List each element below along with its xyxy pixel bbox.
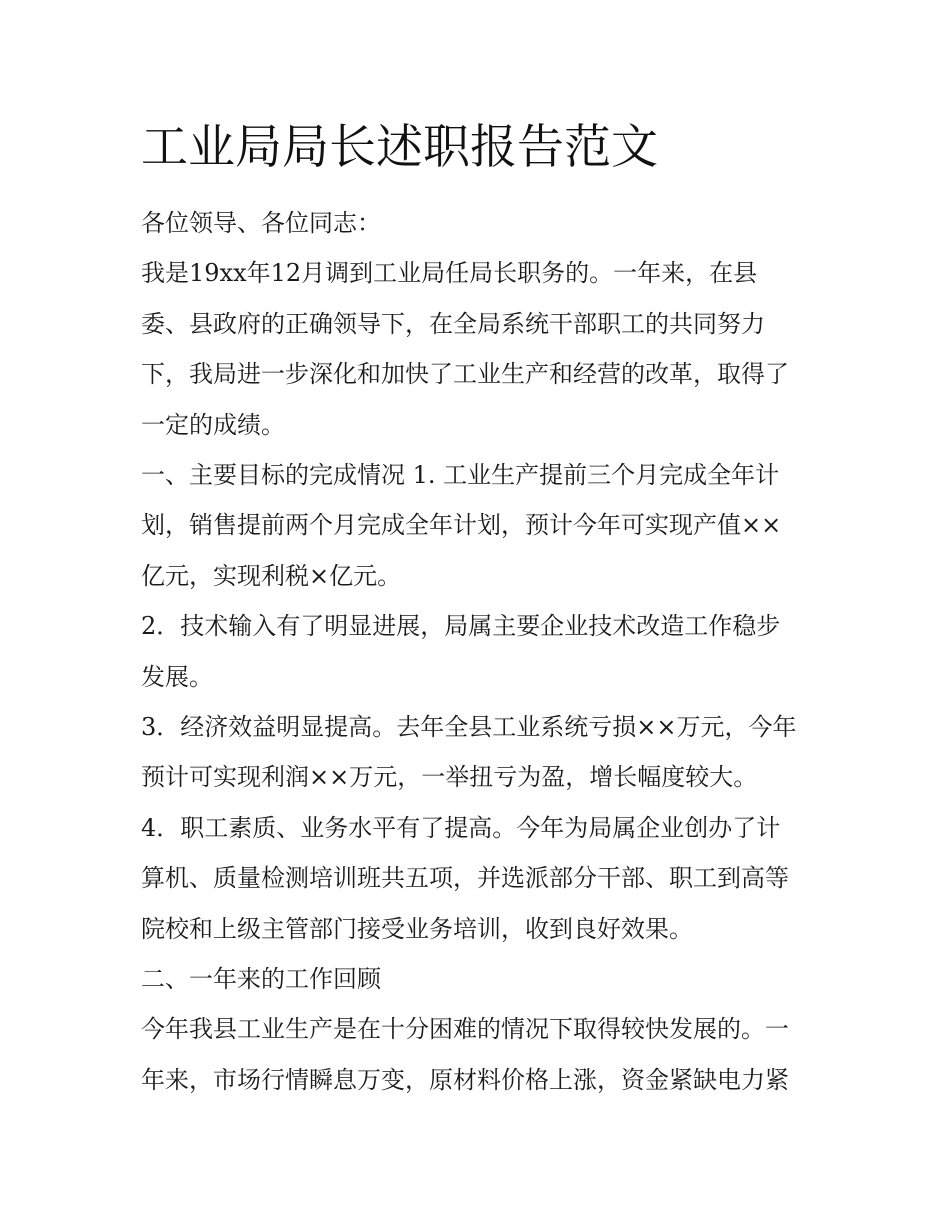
body-line: 算机、质量检测培训班共五项，并选派部分干部、职工到高等 [141,864,789,892]
salutation-line: 各位领导、各位同志： [141,209,381,237]
body-line: 下，我局进一步深化和加快了工业生产和经营的改革，取得了 [141,360,789,388]
body-line: 预计可实现利润××万元，一举扭亏为盈，增长幅度较大。 [141,763,758,791]
body-line: 院校和上级主管部门接受业务培训，收到良好效果。 [141,915,693,943]
body-line: 一定的成绩。 [141,411,285,439]
section-heading-line: 一、主要目标的完成情况 1. 工业生产提前三个月完成全年计 [141,461,780,489]
body-line: 年来，市场行情瞬息万变，原材料价格上涨，资金紧缺电力紧 [141,1066,789,1094]
body-line: 我是19xx年12月调到工业局任局长职务的。一年来，在县 [141,259,758,287]
body-line: 划，销售提前两个月完成全年计划，预计今年可实现产值×× [141,511,782,539]
body-line: 亿元，实现利税×亿元。 [141,562,402,590]
body-line: 今年我县工业生产是在十分困难的情况下取得较快发展的。一 [141,1015,789,1043]
document-title: 工业局局长述职报告范文 [141,120,658,175]
list-item-line: 2．技术输入有了明显进展，局属主要企业技术改造工作稳步 [141,612,781,640]
section-heading-line: 二、一年来的工作回顾 [141,965,381,993]
body-line: 委、县政府的正确领导下，在全局系统干部职工的共同努力 [141,310,765,338]
body-line: 发展。 [141,663,213,691]
list-item-line: 3．经济效益明显提高。去年全县工业系统亏损××万元，今年 [141,713,797,741]
list-item-line: 4．职工素质、业务水平有了提高。今年为局属企业创办了计 [141,814,781,842]
